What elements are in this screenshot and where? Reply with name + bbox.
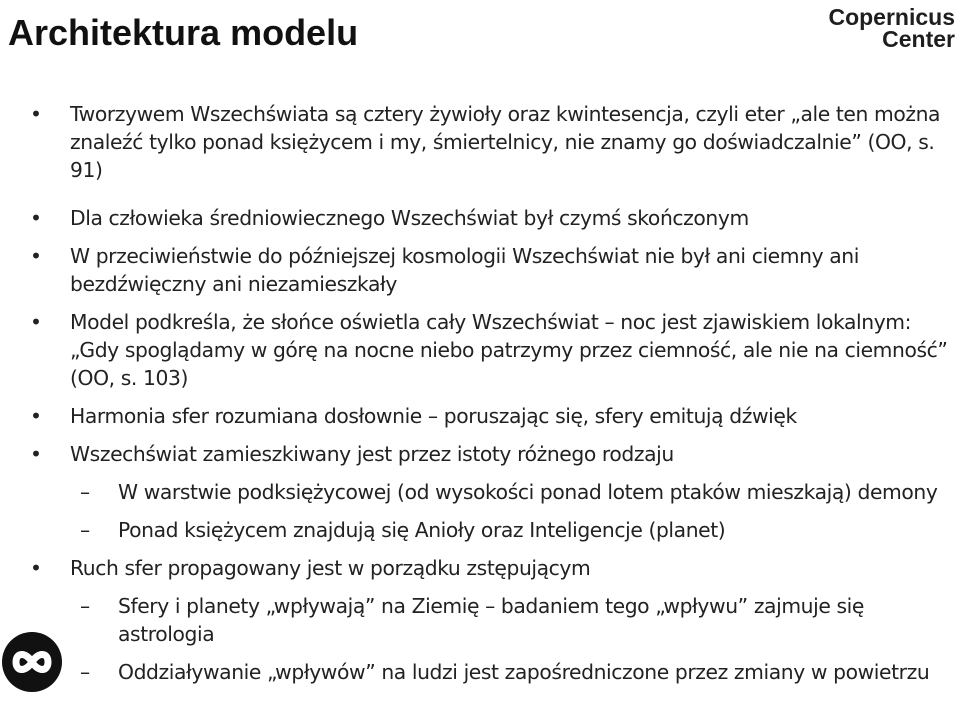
bullet-marker: • — [30, 556, 42, 580]
bullet-text: Tworzywem Wszechświata są cztery żywioły oraz kwintesencja, czyli eter „ale ten można znaleźć tylko ponad księżycem i my, śmiertelnicy, nie znamy go doświadczalnie” (OO, s. 91) — [70, 102, 941, 182]
sub-bullet-text: W warstwie podksiężycowej (od wysokości ponad lotem ptaków mieszkają) demony — [118, 480, 938, 504]
dash-marker: – — [80, 480, 90, 504]
dash-marker: – — [80, 518, 90, 542]
bullet-marker: • — [30, 244, 42, 268]
sub-bullet-item — [0, 658, 959, 686]
bullet-text: Wszechświat zamieszkiwany jest przez istoty różnego rodzaju — [70, 442, 674, 466]
bullet-list — [0, 100, 959, 686]
sub-bullet-item — [0, 592, 959, 648]
bullet-item — [0, 204, 959, 232]
brand-line-2: Center — [882, 26, 955, 52]
bullet-text: Model podkreśla, że słońce oświetla cały Wszechświat – noc jest zjawiskiem lokalnym: „Gdy spoglądamy w górę na nocne niebo patrzymy przez ciemność, ale nie na ciemność” (OO, s. 103) — [70, 310, 948, 390]
bullet-marker: • — [30, 404, 42, 428]
slide-title: Architektura modelu — [8, 12, 359, 53]
bullet-marker: • — [30, 102, 42, 126]
bullet-item — [0, 402, 959, 430]
bullet-item — [0, 308, 959, 392]
sub-bullet-text: Oddziaływanie „wpływów” na ludzi jest zapośredniczone przez zmiany w powietrzu — [118, 660, 930, 684]
bullet-text: Harmonia sfer rozumiana dosłownie – poruszając się, sfery emitują dźwięk — [70, 404, 797, 428]
infinity-logo-icon — [2, 632, 62, 692]
sub-bullet-text: Ponad księżycem znajdują się Anioły oraz Inteligencje (planet) — [118, 518, 726, 542]
bullet-item — [0, 554, 959, 582]
dash-marker: – — [80, 594, 90, 618]
copernicus-center-logo — [828, 6, 955, 50]
bullet-text: W przeciwieństwie do późniejszej kosmologii Wszechświat nie był ani ciemny ani bezdźwięczny ani niezamieszkały — [70, 244, 859, 296]
bullet-text: Ruch sfer propagowany jest w porządku zstępującym — [70, 556, 591, 580]
bullet-marker: • — [30, 442, 42, 466]
sub-bullet-text: Sfery i planety „wpływają” na Ziemię – badaniem tego „wpływu” zajmuje się astrologia — [118, 594, 864, 646]
bullet-item — [0, 242, 959, 298]
bullet-marker: • — [30, 310, 42, 334]
dash-marker: – — [80, 660, 90, 684]
bullet-marker: • — [30, 206, 42, 230]
bullet-item — [0, 100, 959, 184]
sub-bullet-item — [0, 516, 959, 544]
bullet-item — [0, 440, 959, 468]
brand-line-1: Copernicus — [828, 4, 955, 30]
bullet-text: Dla człowieka średniowiecznego Wszechświat był czymś skończonym — [70, 206, 749, 230]
sub-bullet-item — [0, 478, 959, 506]
infinity-symbol-icon — [2, 632, 62, 692]
